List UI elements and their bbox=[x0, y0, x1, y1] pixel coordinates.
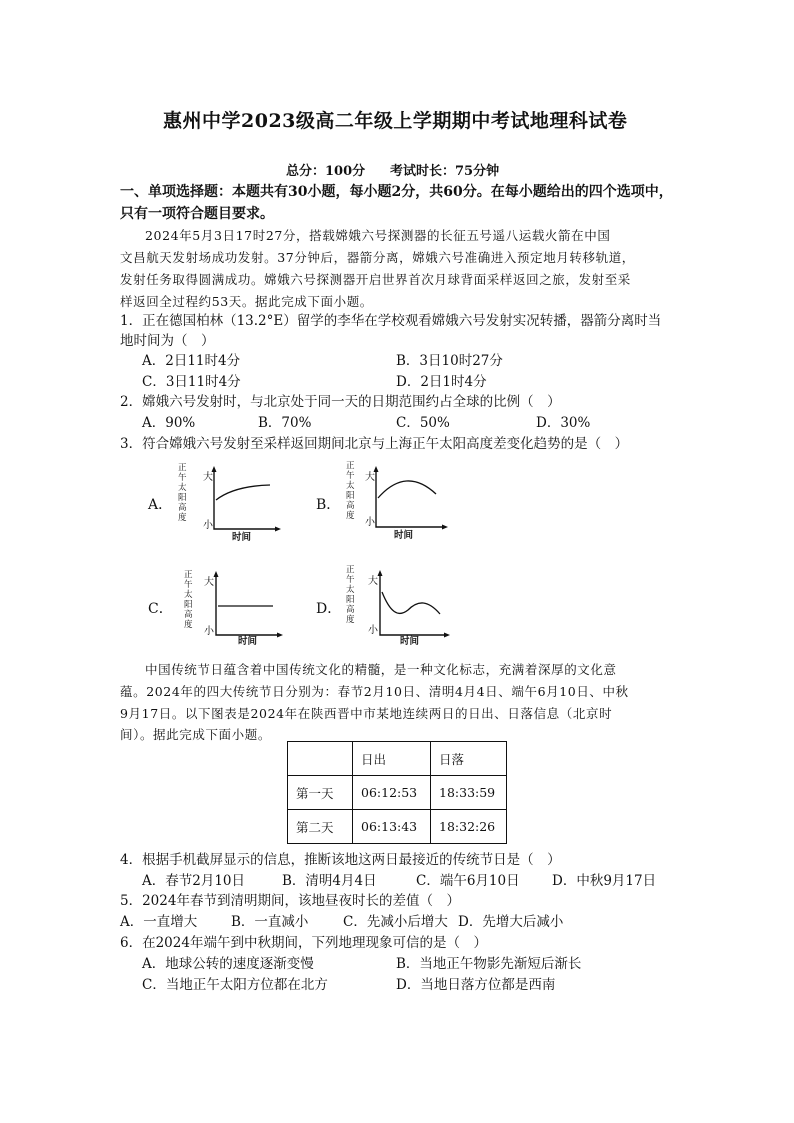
axis-ylabel-char: 阳 bbox=[346, 491, 355, 501]
q3-graph-d bbox=[340, 562, 452, 652]
axis-ylabel-char: 度 bbox=[184, 620, 193, 630]
passage2-line: 9月17日。以下图表是2024年在陕西晋中市某地连续两日的日出、日落信息（北京时 bbox=[120, 706, 613, 721]
table-cell-sunrise: 06:12:53 bbox=[353, 776, 431, 810]
table-cell-sunrise: 06:13:43 bbox=[353, 810, 431, 844]
q3-option-c-label: C． bbox=[148, 601, 173, 617]
axis-ylabel-char: 太 bbox=[178, 483, 187, 493]
axis-big-label: 大 bbox=[365, 472, 375, 483]
axis-ylabel-char: 午 bbox=[346, 575, 355, 585]
question-4-stem: 4．根据手机截屏显示的信息，推断该地这两日最接近的传统节日是（ ） bbox=[120, 852, 561, 868]
axis-small-label: 小 bbox=[368, 625, 378, 636]
q5-option-d: D．先增大后减小 bbox=[458, 914, 564, 930]
y-arrow bbox=[212, 466, 217, 472]
axis-ylabel-char: 太 bbox=[346, 585, 355, 595]
y-arrow bbox=[378, 570, 383, 576]
question-1-stem: 1．正在德国柏林（13.2°E）留学的李华在学校观看嫦娥六号发射实况转播，器箭分离时当 bbox=[120, 313, 662, 329]
axes bbox=[214, 470, 277, 529]
axis-ylabel-char: 度 bbox=[346, 511, 355, 521]
axis-ylabel-char: 高 bbox=[184, 610, 193, 620]
exam-duration: 考试时长：75分钟 bbox=[390, 164, 500, 179]
passage2-line: 中国传统节日蕴含着中国传统文化的精髓，是一种文化标志，充满着深厚的文化意 bbox=[145, 662, 617, 677]
x-arrow bbox=[277, 633, 283, 638]
q3-option-a-label: A． bbox=[148, 497, 173, 513]
axis-ylabel-char: 正 bbox=[346, 565, 355, 575]
question-6-stem: 6．在2024年端午到中秋期间，下列地理现象可信的是（ ） bbox=[120, 935, 487, 951]
x-arrow bbox=[275, 527, 281, 532]
q5-option-b: B．一直减小 bbox=[231, 914, 309, 930]
q4-option-a: A．春节2月10日 bbox=[142, 873, 246, 889]
q6-option-d: D．当地日落方位都是西南 bbox=[396, 977, 556, 993]
question-2-stem: 2．嫦娥六号发射时，与北京处于同一天的日期范围约占全球的比例（ ） bbox=[120, 394, 561, 410]
table-row bbox=[288, 776, 507, 810]
trend-curve bbox=[382, 592, 440, 614]
q2-option-a: A．90% bbox=[142, 415, 196, 431]
q4-option-d: D．中秋9月17日 bbox=[552, 873, 657, 889]
table-row bbox=[288, 810, 507, 844]
axis-big-label: 大 bbox=[203, 472, 213, 483]
axis-ylabel-char: 阳 bbox=[178, 493, 187, 503]
passage2-line: 蕴。2024年的四大传统节日分别为：春节2月10日、清明4月4日、端午6月10日、中秋 bbox=[120, 684, 629, 699]
q3-graph-c bbox=[172, 565, 284, 647]
section-heading-line2: 只有一项符合题目要求。 bbox=[120, 206, 274, 222]
axis-x-label: 时间 bbox=[400, 636, 420, 647]
axis-small-label: 小 bbox=[365, 517, 375, 528]
axis-ylabel-char: 度 bbox=[178, 513, 187, 523]
question-1-stem-cont: 地时间为（ ） bbox=[120, 333, 215, 349]
table-cell-sunset: 18:32:26 bbox=[431, 810, 507, 844]
q3-option-b-label: B． bbox=[316, 497, 341, 513]
total-score: 总分：100分 bbox=[286, 164, 366, 179]
q4-option-b: B．清明4月4日 bbox=[282, 873, 377, 889]
axis-ylabel-char: 午 bbox=[346, 471, 355, 481]
axis-ylabel-char: 午 bbox=[178, 473, 187, 483]
axes bbox=[376, 470, 444, 527]
axis-ylabel-char: 阳 bbox=[184, 600, 193, 610]
table-cell-sunset: 18:33:59 bbox=[431, 776, 507, 810]
q2-option-c: C．50% bbox=[396, 415, 450, 431]
axis-ylabel-char: 正 bbox=[178, 463, 187, 473]
axis-ylabel-char: 高 bbox=[346, 501, 355, 511]
axis-x-label: 时间 bbox=[238, 636, 258, 647]
axis-big-label: 大 bbox=[368, 576, 378, 587]
axis-big-label: 大 bbox=[204, 577, 214, 588]
q2-option-d: D．30% bbox=[536, 415, 591, 431]
table-header-cell bbox=[288, 742, 353, 776]
passage1-line: 发射任务取得圆满成功。嫦娥六号探测器开启世界首次月球背面采样返回之旅，发射至采 bbox=[120, 272, 631, 287]
table-header-cell: 日落 bbox=[431, 742, 507, 776]
q3-graph-b bbox=[340, 458, 452, 546]
y-arrow bbox=[374, 466, 379, 472]
section-heading-line1: 一、单项选择题：本题共有30小题，每小题2分，共60分。在每小题给出的四个选项中， bbox=[120, 184, 673, 200]
passage2-line: 间）。据此完成下面小题。 bbox=[120, 727, 271, 742]
axis-ylabel-char: 高 bbox=[346, 605, 355, 615]
axis-ylabel-char: 太 bbox=[346, 481, 355, 491]
trend-curve bbox=[216, 485, 270, 500]
table-cell-day: 第一天 bbox=[288, 776, 353, 810]
trend-curve bbox=[378, 481, 436, 498]
q3-option-d-label: D． bbox=[316, 601, 342, 617]
axes bbox=[216, 575, 280, 635]
axis-ylabel-char: 午 bbox=[184, 580, 193, 590]
axis-ylabel-char: 阳 bbox=[346, 595, 355, 605]
table-header-row bbox=[288, 742, 507, 776]
q6-option-c: C．当地正午太阳方位都在北方 bbox=[142, 977, 328, 993]
y-arrow bbox=[214, 571, 219, 577]
passage1-line: 2024年5月3日17时27分，搭载嫦娥六号探测器的长征五号遥八运载火箭在中国 bbox=[145, 228, 611, 243]
q6-option-b: B．当地正午物影先渐短后渐长 bbox=[396, 956, 582, 972]
q2-option-b: B．70% bbox=[258, 415, 312, 431]
axis-ylabel-char: 正 bbox=[184, 570, 193, 580]
table-header-cell: 日出 bbox=[353, 742, 431, 776]
q6-option-a: A．地球公转的速度逐渐变慢 bbox=[142, 956, 314, 972]
axis-small-label: 小 bbox=[203, 520, 213, 531]
axis-ylabel-char: 太 bbox=[184, 590, 193, 600]
axis-ylabel-char: 高 bbox=[178, 503, 187, 513]
q5-option-c: C．先减小后增大 bbox=[343, 914, 448, 930]
axis-x-label: 时间 bbox=[394, 530, 414, 541]
x-arrow bbox=[442, 525, 448, 530]
table-cell-day: 第二天 bbox=[288, 810, 353, 844]
q1-option-c: C．3日11时4分 bbox=[142, 374, 241, 390]
q3-graph-a bbox=[172, 458, 284, 546]
q4-option-c: C．端午6月10日 bbox=[416, 873, 520, 889]
exam-title: 惠州中学2023级高二年级上学期期中考试地理科试卷 bbox=[163, 110, 628, 132]
q1-option-a: A．2日11时4分 bbox=[142, 353, 241, 369]
question-5-stem: 5．2024年春节到清明期间，该地昼夜时长的差值（ ） bbox=[120, 893, 460, 909]
axis-x-label: 时间 bbox=[232, 532, 252, 543]
axis-small-label: 小 bbox=[204, 626, 214, 637]
sunrise-sunset-table bbox=[287, 741, 507, 844]
axes bbox=[380, 574, 446, 635]
q1-option-d: D．2日1时4分 bbox=[396, 374, 487, 390]
q1-option-b: B．3日10时27分 bbox=[396, 353, 503, 369]
axis-ylabel-char: 度 bbox=[346, 615, 355, 625]
x-arrow bbox=[444, 633, 450, 638]
axis-ylabel-char: 正 bbox=[346, 461, 355, 471]
passage1-line: 样返回全过程约53天。据此完成下面小题。 bbox=[120, 294, 373, 309]
question-3-stem: 3．符合嫦娥六号发射至采样返回期间北京与上海正午太阳高度差变化趋势的是（ ） bbox=[120, 436, 629, 452]
passage1-line: 文昌航天发射场成功发射。37分钟后，器箭分离，嫦娥六号准确进入预定地月转移轨道， bbox=[120, 250, 635, 265]
q5-option-a: A．一直增大 bbox=[120, 914, 198, 930]
